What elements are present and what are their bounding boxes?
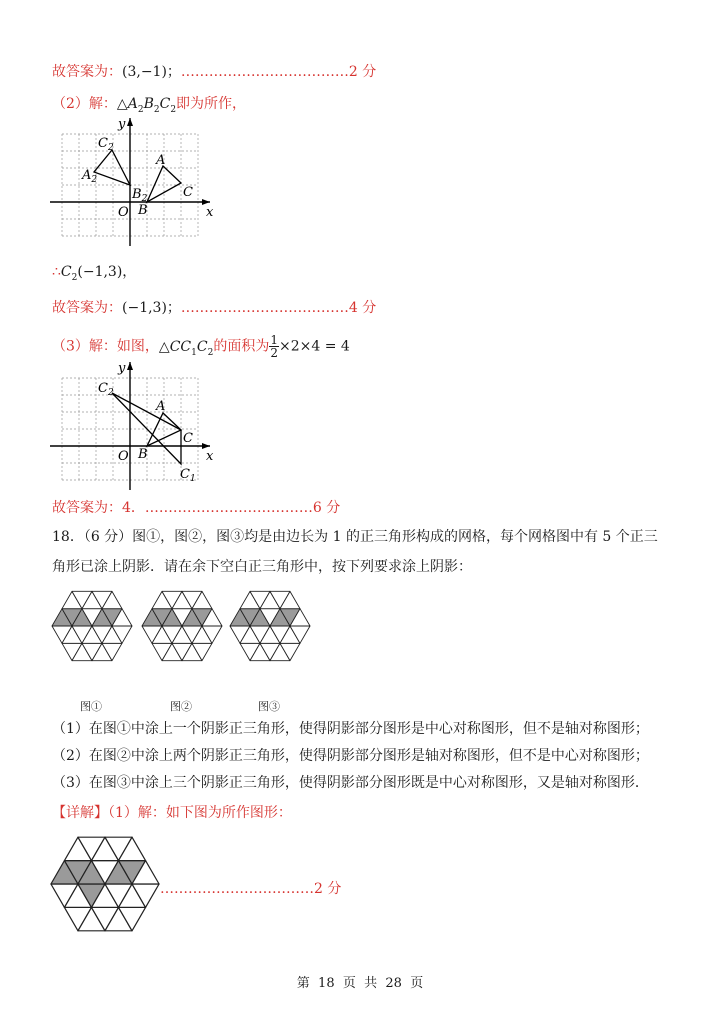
caption-figure-3: 图③ <box>258 700 280 713</box>
coordinate-graph-1 <box>50 116 220 248</box>
y-arrow-icon <box>127 118 133 126</box>
hex-grid-figure-2 <box>140 588 224 664</box>
y-arrow-icon <box>127 362 133 370</box>
point-b-label: B <box>138 203 148 218</box>
point-a-label: A <box>156 153 166 168</box>
requirement-1: （1）在图①中涂上一个阴影正三角形，使得阴影部分图形是中心对称图形，但不是轴对称图形； <box>52 721 649 737</box>
point-b2-label: $B_2$ <box>132 187 148 204</box>
point-c1-label: $C_1$ <box>180 467 196 484</box>
point-c2-label: $C_2$ <box>98 381 114 398</box>
part3-heading: （3）解：如图，$\triangle CC_1C_2$的面积为 $\frac{1}{2}$ ×2×4 = 4 <box>52 333 350 360</box>
triangle-a2b2c2 <box>94 150 130 185</box>
therefore-line: $\therefore C_2(-1,3)$， <box>52 264 137 283</box>
q18-line1: 18．（6 分）图①，图②，图③均是由边长为 1 的正三角形构成的网格，每个网格图中有 5 个正三 <box>52 529 658 545</box>
part2-heading: （2）解：$\triangle A_2B_2C_2$即为所作， <box>52 96 247 115</box>
point-c-label: C <box>183 431 193 446</box>
page-footer: 第 18 页 共 28 页 <box>296 976 424 991</box>
x-label: x <box>206 449 214 464</box>
caption-figure-1: 图① <box>80 700 102 713</box>
detail-line: 【详解】（1）解：如下图为所作图形： <box>52 805 292 821</box>
part1-answer: 故答案为：(3,−1)；………………………………2 分 <box>52 64 377 80</box>
caption-figure-2: 图② <box>170 700 192 713</box>
point-b-label: B <box>138 447 148 462</box>
requirement-2: （2）在图②中涂上两个阴影正三角形，使得阴影部分图形是轴对称图形，但不是中心对称图形； <box>52 748 649 764</box>
y-label: y <box>118 117 126 132</box>
point-a-label: A <box>156 399 166 414</box>
x-label: x <box>206 205 214 220</box>
point-c2-label: $C_2$ <box>98 136 114 153</box>
coordinate-graph-2 <box>50 360 220 492</box>
requirement-3: （3）在图③中涂上三个阴影正三角形，使得阴影部分图形既是中心对称图形，又是轴对称图形． <box>52 775 649 791</box>
point-c-label: C <box>183 185 193 200</box>
origin-label: O <box>118 449 129 464</box>
fraction-half: $\frac{1}{2}$ <box>270 333 278 360</box>
q18-line2: 角形已涂上阴影．请在余下空白正三角形中，按下列要求涂上阴影： <box>52 559 472 575</box>
detail-score: ……………………………2 分 <box>160 881 342 897</box>
origin-label: O <box>118 205 129 220</box>
part3-answer: 故答案为：4．………………………………6 分 <box>52 500 341 516</box>
hex-grid-answer-figure <box>48 834 162 934</box>
hex-grid-figure-3 <box>228 588 312 664</box>
part2-answer: 故答案为：(−1,3)；………………………………4 分 <box>52 300 377 316</box>
triangle-abc <box>147 413 181 446</box>
point-a2-label: $A_2$ <box>82 168 98 185</box>
y-label: y <box>118 361 126 376</box>
hex-grid-figure-1 <box>50 588 134 664</box>
